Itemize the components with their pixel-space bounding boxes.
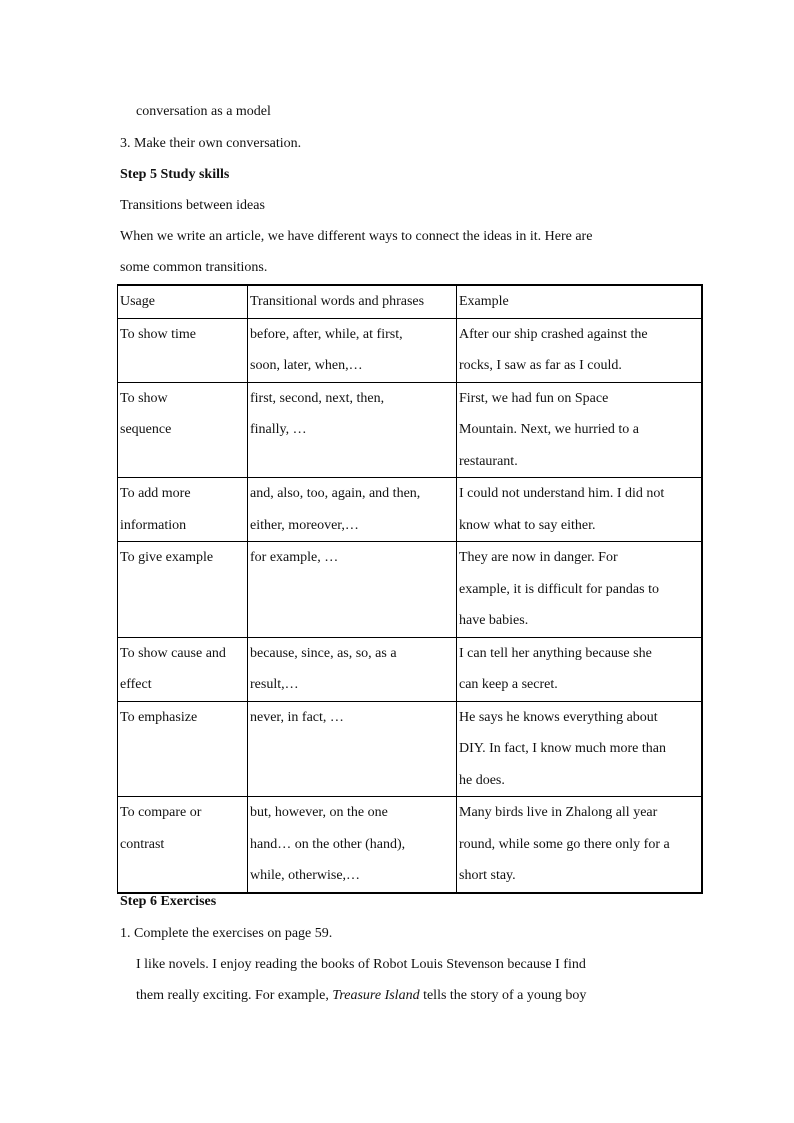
cell-example-line: Many birds live in Zhalong all year <box>459 805 658 820</box>
cell-usage-line: sequence <box>120 422 172 437</box>
cell-example-line: restaurant. <box>459 453 518 469</box>
cell-usage-line: To give example <box>120 550 214 565</box>
cell-example-line: First, we had fun on Space <box>459 390 609 406</box>
cell-example-line: I could not understand him. I did not <box>459 486 665 501</box>
cell-example <box>457 637 702 701</box>
cell-words-line: but, however, on the one <box>250 805 388 820</box>
transitions-table <box>117 284 703 894</box>
cell-words <box>248 382 457 478</box>
cell-example <box>457 478 702 542</box>
table-row <box>118 797 702 893</box>
step5-paragraph-line-2: some common transitions. <box>120 260 268 275</box>
book-title-treasure-island: Treasure Island <box>332 988 420 1003</box>
exercise-line-1: I like novels. I enjoy reading the books of Robot Louis Stevenson because I find <box>136 957 586 972</box>
cell-example-line: They are now in danger. For <box>459 550 618 565</box>
cell-words-line: result,… <box>250 677 299 692</box>
cell-words-line: first, second, next, then, <box>250 390 385 406</box>
cell-usage <box>118 797 248 893</box>
cell-words-line: either, moreover,… <box>250 517 359 533</box>
cell-usage-line: To add more <box>120 486 191 501</box>
exercise-line-2 <box>136 987 586 1005</box>
cell-words-line: and, also, too, again, and then, <box>250 486 421 501</box>
cell-example-line: can keep a secret. <box>459 677 558 692</box>
cell-example-line: He says he knows everything about <box>459 709 658 725</box>
cell-usage <box>118 382 248 478</box>
cell-usage-line: To show cause and <box>120 645 226 661</box>
table-row <box>118 382 702 478</box>
cell-usage-line: To compare or <box>120 805 202 820</box>
cell-usage-line: To emphasize <box>120 709 198 725</box>
cell-example <box>457 318 702 382</box>
exercise-line-2-end: tells the story of a young boy <box>419 988 587 1003</box>
cell-usage <box>118 637 248 701</box>
table-row <box>118 542 702 638</box>
cell-words <box>248 797 457 893</box>
cell-words-line: for example, … <box>250 550 339 565</box>
cell-words-line: before, after, while, at first, <box>250 326 403 342</box>
table-row <box>118 318 702 382</box>
cell-example-line: I can tell her anything because she <box>459 645 652 661</box>
cell-example-line: know what to say either. <box>459 517 596 533</box>
table-row <box>118 478 702 542</box>
cell-words <box>248 637 457 701</box>
table-row <box>118 701 702 797</box>
cell-example-line: rocks, I saw as far as I could. <box>459 358 622 373</box>
cell-words <box>248 542 457 638</box>
cell-usage <box>118 478 248 542</box>
cell-usage <box>118 701 248 797</box>
table-header-row <box>118 285 702 318</box>
intro-line-2: 3. Make their own conversation. <box>120 136 302 151</box>
cell-example <box>457 797 702 893</box>
cell-example <box>457 542 702 638</box>
table-row <box>118 637 702 701</box>
cell-usage <box>118 542 248 638</box>
cell-usage-line: information <box>120 517 187 533</box>
header-words: Transitional words and phrases <box>248 285 457 318</box>
cell-words <box>248 318 457 382</box>
cell-usage-line: contrast <box>120 836 165 852</box>
cell-words-line: never, in fact, … <box>250 709 344 725</box>
cell-example-line: After our ship crashed against the <box>459 326 648 342</box>
step5-subheading: Transitions between ideas <box>120 198 265 213</box>
header-usage: Usage <box>118 285 248 318</box>
cell-words-line: finally, … <box>250 422 307 437</box>
cell-words-line: soon, later, when,… <box>250 358 363 373</box>
cell-example-line: short stay. <box>459 868 516 883</box>
intro-line-1: conversation as a model <box>136 104 271 119</box>
cell-example <box>457 701 702 797</box>
cell-words-line: because, since, as, so, as a <box>250 645 397 661</box>
cell-example <box>457 382 702 478</box>
cell-example-line: example, it is difficult for pandas to <box>459 581 659 597</box>
cell-words-line: hand… on the other (hand), <box>250 836 406 852</box>
cell-usage <box>118 318 248 382</box>
cell-example-line: round, while some go there only for a <box>459 836 670 852</box>
step6-item-1: 1. Complete the exercises on page 59. <box>120 926 333 941</box>
cell-usage-line: effect <box>120 677 152 692</box>
step6-heading: Step 6 Exercises <box>120 894 217 909</box>
cell-example-line: DIY. In fact, I know much more than <box>459 741 666 756</box>
cell-usage-line: To show <box>120 390 168 406</box>
exercise-line-2-start: them really exciting. For example, <box>136 988 333 1003</box>
step5-paragraph-line-1: When we write an article, we have different ways to connect the ideas in it. Here are <box>120 229 593 244</box>
cell-example-line: Mountain. Next, we hurried to a <box>459 422 640 437</box>
cell-example-line: he does. <box>459 772 505 788</box>
header-example: Example <box>457 285 702 318</box>
step5-heading: Step 5 Study skills <box>120 167 230 182</box>
cell-example-line: have babies. <box>459 613 529 628</box>
cell-usage-line: To show time <box>120 326 197 342</box>
cell-words <box>248 701 457 797</box>
cell-words-line: while, otherwise,… <box>250 868 361 883</box>
cell-words <box>248 478 457 542</box>
